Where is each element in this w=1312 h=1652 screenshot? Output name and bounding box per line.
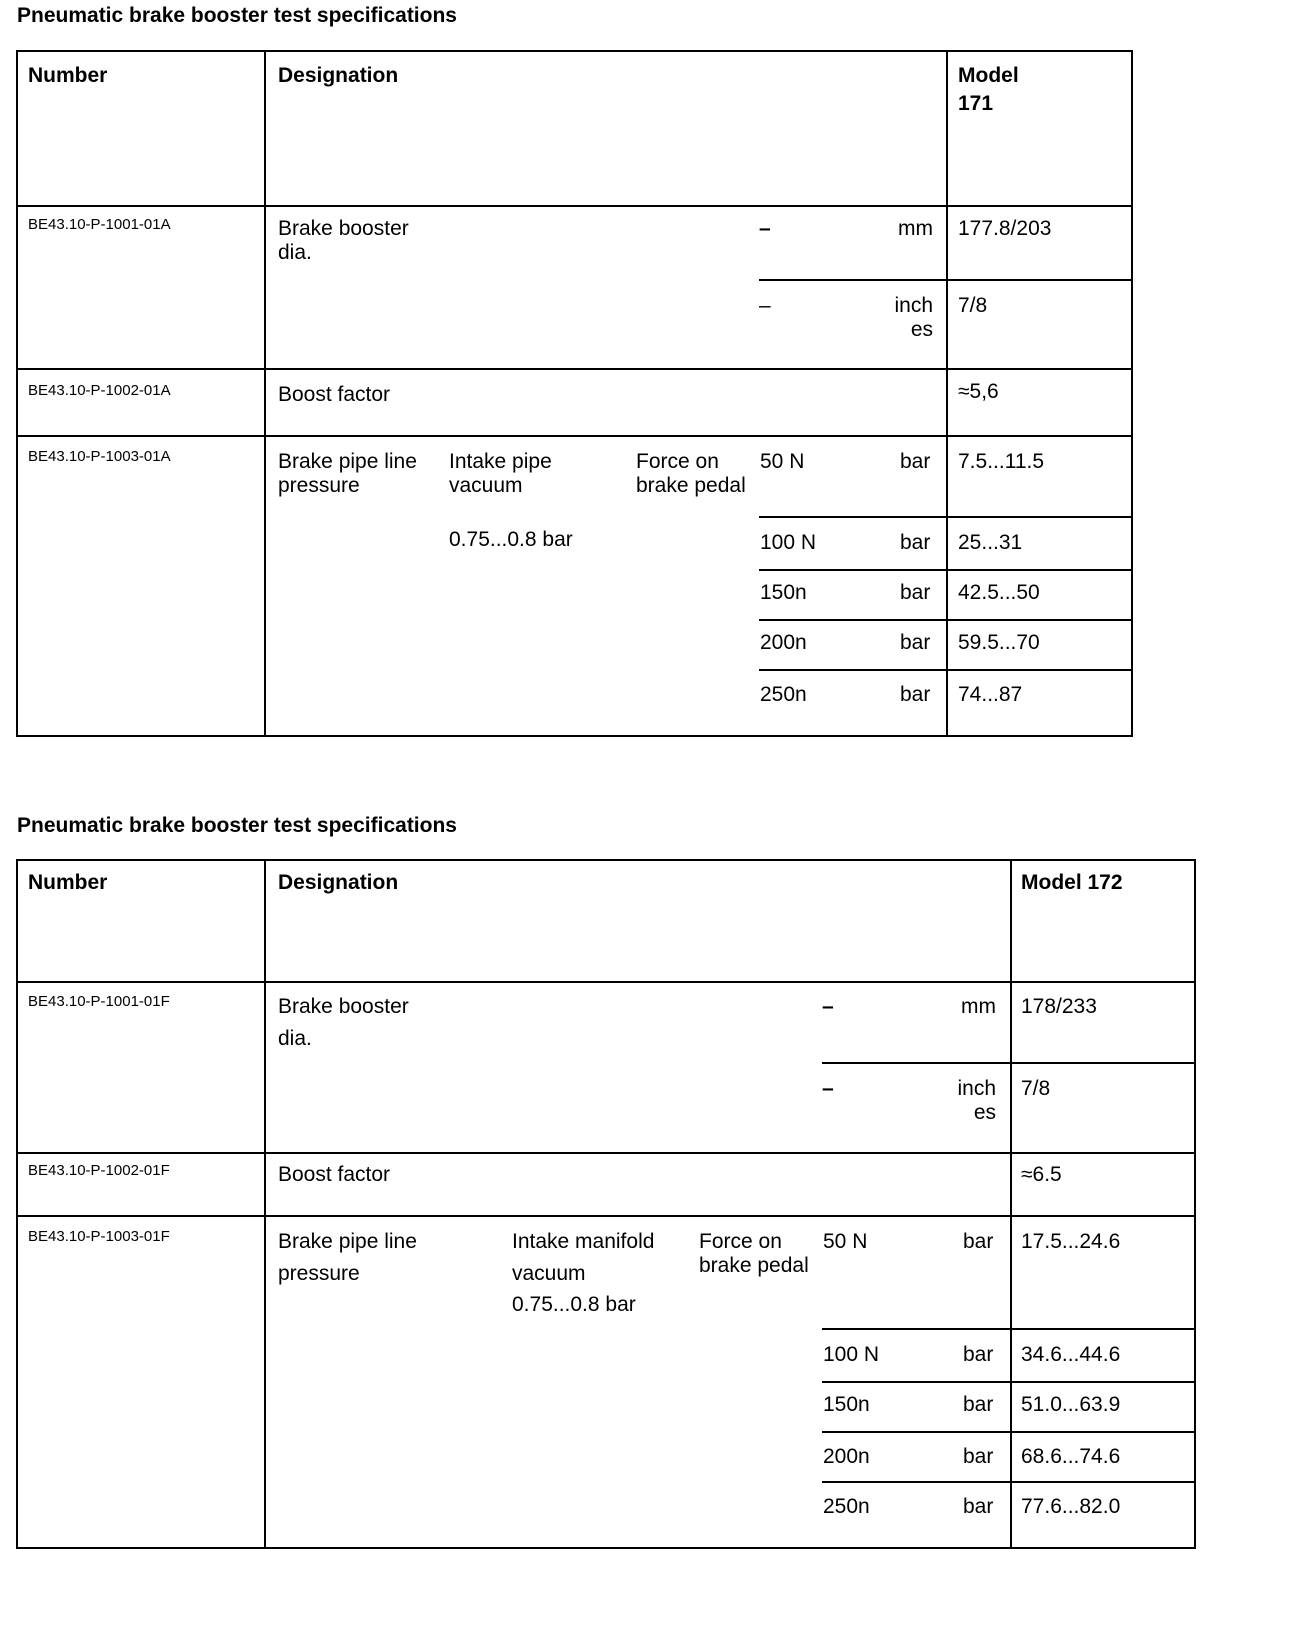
- row-designation-cont: pressure: [278, 1262, 360, 1285]
- vacuum-label: Intake pipe: [449, 450, 552, 473]
- row-number: BE43.10-P-1001-01F: [28, 993, 170, 1010]
- header-model: Model: [958, 64, 1019, 87]
- unit: bar: [963, 1445, 994, 1468]
- unit: bar: [900, 531, 931, 554]
- unit-cont: es: [910, 318, 933, 341]
- table2-title: Pneumatic brake booster test specifications: [17, 814, 457, 837]
- force-value: 250n: [760, 683, 807, 706]
- unit: bar: [900, 581, 931, 604]
- value: 17.5...24.6: [1021, 1230, 1121, 1253]
- header-model: Model 172: [1021, 871, 1123, 894]
- unit: bar: [900, 450, 931, 473]
- unit: bar: [900, 631, 931, 654]
- row-designation-cont: pressure: [278, 474, 360, 497]
- unit: bar: [963, 1343, 994, 1366]
- value: 7/8: [1021, 1077, 1051, 1100]
- unit: bar: [963, 1393, 994, 1416]
- force-label-cont: brake pedal: [699, 1254, 809, 1277]
- unit: bar: [963, 1495, 994, 1518]
- force-label: Force on: [636, 450, 719, 473]
- value: 7/8: [958, 294, 988, 317]
- value: 68.6...74.6: [1021, 1445, 1121, 1468]
- header-number: Number: [28, 64, 108, 87]
- force-value: 250n: [823, 1495, 870, 1518]
- row-number: BE43.10-P-1002-01A: [28, 382, 171, 399]
- force-value: 200n: [760, 631, 807, 654]
- value: 177.8/203: [958, 217, 1052, 240]
- force-value: 150n: [823, 1393, 870, 1416]
- table1-title: Pneumatic brake booster test specifications: [17, 4, 457, 27]
- value: 59.5...70: [958, 631, 1040, 654]
- dash: –: [759, 294, 771, 317]
- force-value: 150n: [760, 581, 807, 604]
- row-designation: Brake booster: [278, 217, 409, 240]
- value: 74...87: [958, 683, 1023, 706]
- value: ≈5,6: [958, 380, 999, 403]
- unit: mm: [961, 995, 996, 1018]
- row-number: BE43.10-P-1002-01F: [28, 1162, 170, 1179]
- header-designation: Designation: [278, 871, 399, 894]
- row-designation: Boost factor: [278, 383, 391, 406]
- row-designation: Boost factor: [278, 1163, 391, 1186]
- force-label: Force on: [699, 1230, 782, 1253]
- row-designation-cont: dia.: [278, 1027, 312, 1050]
- force-value: 50 N: [823, 1230, 868, 1253]
- vacuum-value: 0.75...0.8 bar: [449, 528, 573, 551]
- value: 7.5...11.5: [958, 450, 1045, 473]
- value: 42.5...50: [958, 581, 1040, 604]
- vacuum-label-cont: vacuum: [449, 474, 523, 497]
- force-value: 200n: [823, 1445, 870, 1468]
- value: ≈6.5: [1021, 1163, 1062, 1186]
- row-designation: Brake pipe line: [278, 1230, 417, 1253]
- row-designation-cont: dia.: [278, 241, 312, 264]
- unit: mm: [898, 217, 933, 240]
- unit: inch: [957, 1077, 996, 1100]
- row-designation: Brake booster: [278, 995, 409, 1018]
- dash: –: [759, 217, 771, 240]
- value: 25...31: [958, 531, 1023, 554]
- value: 77.6...82.0: [1021, 1495, 1121, 1518]
- force-value: 100 N: [823, 1343, 880, 1366]
- header-designation: Designation: [278, 64, 399, 87]
- value: 34.6...44.6: [1021, 1343, 1121, 1366]
- vacuum-label-cont: vacuum: [512, 1262, 586, 1285]
- vacuum-value: 0.75...0.8 bar: [512, 1293, 636, 1316]
- value: 51.0...63.9: [1021, 1393, 1121, 1416]
- row-number: BE43.10-P-1001-01A: [28, 216, 171, 233]
- force-label-cont: brake pedal: [636, 474, 746, 497]
- force-value: 50 N: [760, 450, 805, 473]
- header-number: Number: [28, 871, 108, 894]
- dash: –: [822, 995, 834, 1018]
- unit: inch: [894, 294, 933, 317]
- vacuum-label: Intake manifold: [512, 1230, 655, 1253]
- unit: bar: [963, 1230, 994, 1253]
- row-designation: Brake pipe line: [278, 450, 417, 473]
- unit-cont: es: [973, 1101, 996, 1124]
- unit: bar: [900, 683, 931, 706]
- value: 178/233: [1021, 995, 1097, 1018]
- row-number: BE43.10-P-1003-01A: [28, 448, 171, 465]
- force-value: 100 N: [760, 531, 817, 554]
- header-model-number: 171: [958, 92, 994, 115]
- row-number: BE43.10-P-1003-01F: [28, 1228, 170, 1245]
- dash: –: [822, 1077, 834, 1100]
